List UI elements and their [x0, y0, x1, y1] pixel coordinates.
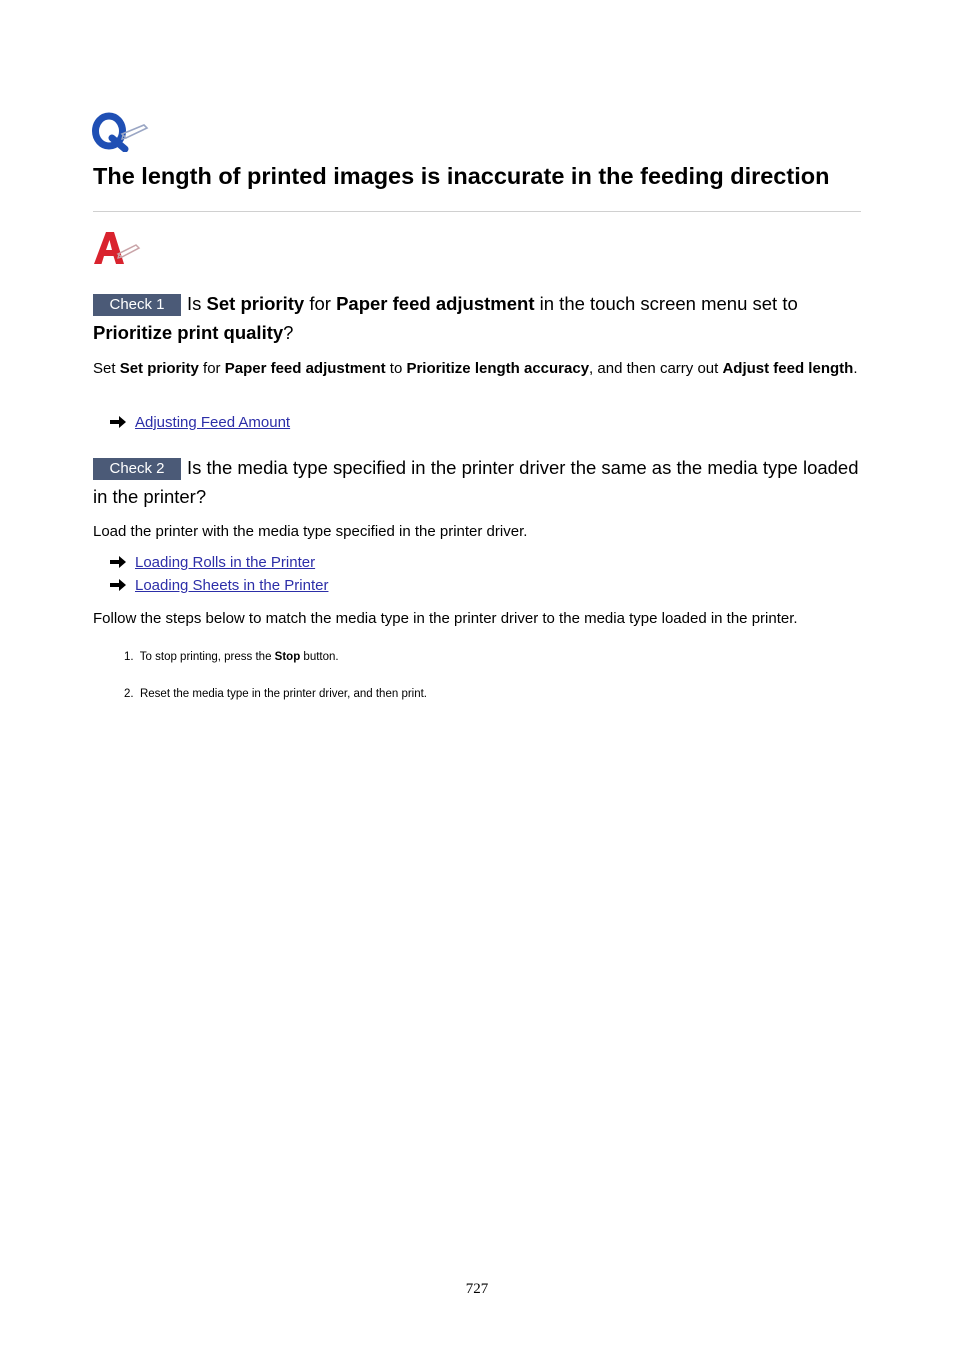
body1-text: , and then carry out — [589, 360, 723, 377]
q1-text: ? — [283, 322, 294, 343]
step-text: To stop printing, press the — [139, 651, 275, 663]
check-2-question — [93, 453, 863, 511]
step-number: 2. — [124, 688, 134, 700]
link-row — [110, 412, 290, 434]
body1-text: for — [198, 360, 225, 377]
check-2-badge: Check 2 — [93, 458, 181, 480]
page-title: The length of printed images is inaccurate in the feeding direction — [93, 163, 830, 189]
answer-icon — [92, 230, 142, 266]
q1-bold: Set priority — [206, 293, 305, 314]
q1-bold: Paper feed adjustment — [336, 293, 535, 314]
step-number: 1. — [124, 651, 134, 663]
step-text: Reset the media type in the printer driver, and then print. — [139, 688, 428, 700]
divider — [93, 211, 861, 212]
link-adjusting-feed-amount[interactable]: Adjusting Feed Amount — [135, 414, 291, 431]
check-2-body: Load the printer with the media type specified in the printer driver. — [93, 523, 528, 540]
body1-text: to — [385, 360, 407, 377]
check-1-body — [93, 357, 863, 380]
q1-text: for — [304, 293, 337, 314]
body1-text: . — [853, 360, 858, 377]
step-item — [124, 686, 427, 702]
body1-bold: Set priority — [119, 360, 199, 377]
q1-bold: Prioritize print quality — [93, 322, 284, 343]
right-arrow-icon — [110, 416, 126, 428]
page-number: 727 — [465, 1281, 489, 1297]
check-1-badge: Check 1 — [93, 294, 181, 316]
body1-text: Set — [93, 360, 120, 377]
step-text: button. — [300, 651, 339, 663]
step-bold: Stop — [274, 651, 301, 663]
q1-text: Is — [187, 293, 207, 314]
step-item — [124, 649, 339, 665]
check-1-question — [93, 289, 863, 347]
link-row — [110, 575, 328, 597]
body1-bold: Prioritize length accuracy — [406, 360, 590, 377]
body1-bold: Adjust feed length — [722, 360, 854, 377]
q2-text: Is the media type specified in the printer driver the same as the media type loaded in the printer? — [93, 457, 859, 507]
q1-text: in the touch screen menu set to — [534, 293, 798, 314]
question-icon — [92, 112, 150, 152]
follow-text: Follow the steps below to match the media type in the printer driver to the media type loaded in the printer. — [93, 610, 798, 627]
body1-bold: Paper feed adjustment — [224, 360, 386, 377]
right-arrow-icon — [110, 556, 126, 568]
link-loading-sheets[interactable]: Loading Sheets in the Printer — [135, 577, 329, 594]
link-row — [110, 552, 315, 574]
link-loading-rolls[interactable]: Loading Rolls in the Printer — [135, 554, 316, 571]
right-arrow-icon — [110, 579, 126, 591]
